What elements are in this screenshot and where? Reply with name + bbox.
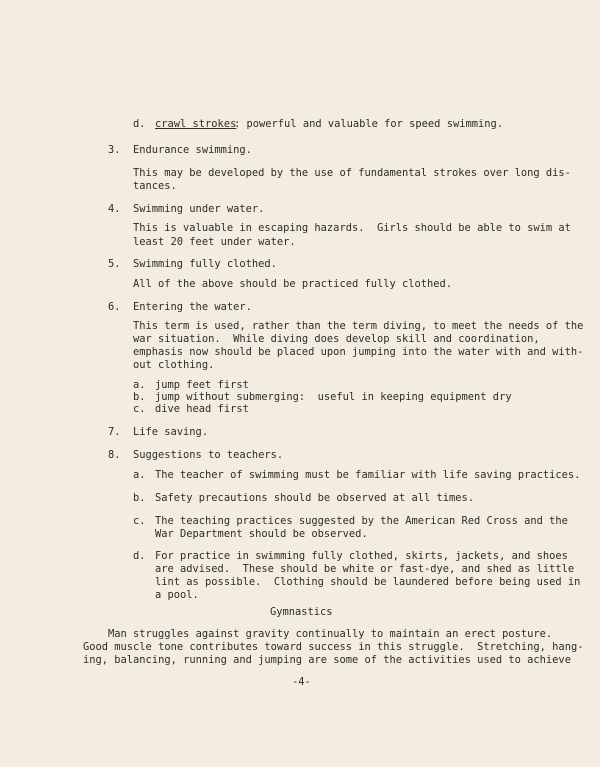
item-4-body-line: least 20 feet under water.: [133, 236, 296, 248]
item-8-heading: Suggestions to teachers.: [133, 449, 284, 461]
gymnastics-paragraph-line: Man struggles against gravity continually to maintain an erect posture.: [108, 628, 553, 640]
item-8c-letter: c.: [133, 515, 146, 527]
item-8a-line: The teacher of swimming must be familiar with life saving practices.: [155, 469, 581, 481]
item-8d-letter: d.: [133, 550, 146, 562]
item-6b-text: jump without submerging: useful in keeping equipment dry: [155, 391, 512, 403]
item-5-number: 5.: [108, 258, 121, 270]
item-8a-letter: a.: [133, 469, 146, 481]
crawl-strokes-term: crawl strokes: [155, 118, 237, 130]
item-4-number: 4.: [108, 203, 121, 215]
item-8d-line: a pool.: [155, 589, 199, 601]
crawl-strokes-description: : powerful and valuable for speed swimming.: [234, 118, 503, 130]
item-7-heading: Life saving.: [133, 426, 209, 438]
item-8d-line: are advised. These should be white or fast-dye, and shed as little: [155, 563, 575, 575]
item-6-body-line: emphasis now should be placed upon jumping into the water with and with-: [133, 346, 584, 358]
item-6b-letter: b.: [133, 391, 146, 403]
item-6-body-line: This term is used, rather than the term diving, to meet the needs of the: [133, 320, 584, 332]
item-8c-line: The teaching practices suggested by the American Red Cross and the: [155, 515, 568, 527]
item-6a-letter: a.: [133, 379, 146, 391]
item-3-heading: Endurance swimming.: [133, 144, 252, 156]
item-6-body-line: war situation. While diving does develop skill and coordination,: [133, 333, 540, 345]
item-4-body-line: This is valuable in escaping hazards. Girls should be able to swim at: [133, 222, 571, 234]
item-5-heading: Swimming fully clothed.: [133, 258, 277, 270]
gymnastics-paragraph-line: Good muscle tone contributes toward success in this struggle. Stretching, hang-: [83, 641, 584, 653]
item-6c-letter: c.: [133, 403, 146, 415]
item-4-heading: Swimming under water.: [133, 203, 265, 215]
item-8-number: 8.: [108, 449, 121, 461]
item-6a-text: jump feet first: [155, 379, 249, 391]
item-6-body-line: out clothing.: [133, 359, 215, 371]
item-8b-line: Safety precautions should be observed at all times.: [155, 492, 475, 504]
item-3-number: 3.: [108, 144, 121, 156]
item-5-body-line: All of the above should be practiced fully clothed.: [133, 278, 453, 290]
item-8d-line: For practice in swimming fully clothed, skirts, jackets, and shoes: [155, 550, 568, 562]
item-8c-line: War Department should be observed.: [155, 528, 368, 540]
page-number: -4-: [292, 676, 311, 688]
section-heading: Gymnastics: [270, 606, 333, 618]
crawl-strokes-letter: d.: [133, 118, 146, 130]
item-6-number: 6.: [108, 301, 121, 313]
item-8d-line: lint as possible. Clothing should be laundered before being used in: [155, 576, 581, 588]
item-8b-letter: b.: [133, 492, 146, 504]
item-3-body-line: tances.: [133, 180, 177, 192]
gymnastics-paragraph-line: ing, balancing, running and jumping are some of the activities used to achieve: [83, 654, 571, 666]
item-6-heading: Entering the water.: [133, 301, 252, 313]
item-6c-text: dive head first: [155, 403, 249, 415]
item-7-number: 7.: [108, 426, 121, 438]
item-3-body-line: This may be developed by the use of fundamental strokes over long dis-: [133, 167, 571, 179]
